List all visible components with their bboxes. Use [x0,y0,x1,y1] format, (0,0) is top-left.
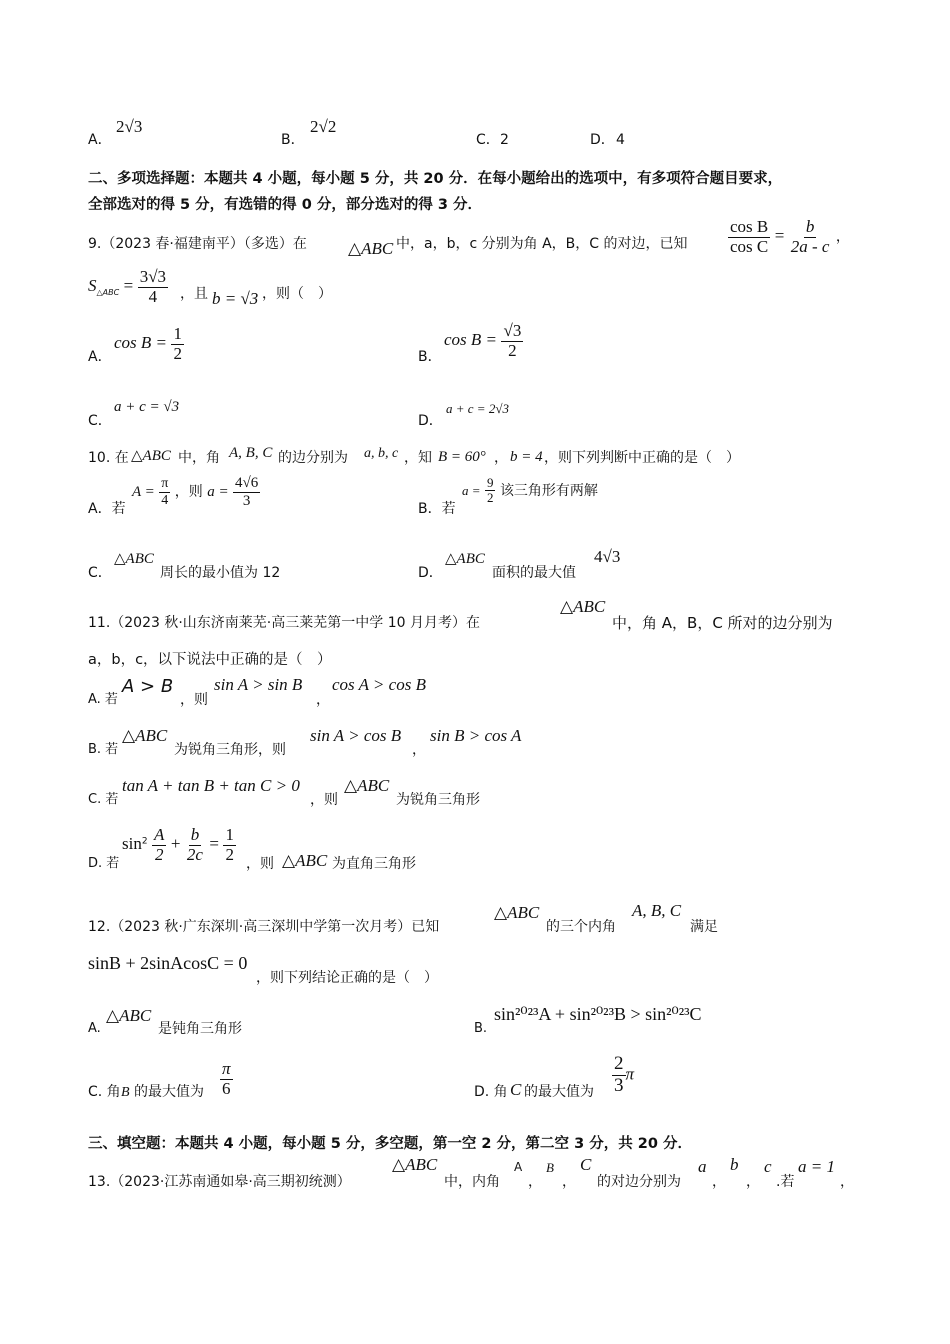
q13-triangle: △ABC [392,1155,438,1174]
q11-d-f3-den: 2 [225,844,234,864]
q11-option-d-label: D. 若 [88,856,120,871]
q13-sep2: ， [562,1174,576,1190]
q11-option-b-sep: ， [412,742,426,758]
q11-d-f1-den: 2 [154,844,164,864]
section2-heading-line2: 全部选对的得 5 分，有选错的得 0 分，部分选对的得 3 分． [88,197,483,213]
q11-option-b-math1: sin A > cos B [310,726,402,745]
q10-a-num: π [161,476,169,492]
q11-option-a-then: ，则 [180,692,208,708]
q11-prefix: 11.（2023 秋·山东济南莱芜·高三莱芜第一中学 10 月月考）在 [88,615,480,631]
q11-d-eq: = [209,834,220,854]
q12-option-d-var: C [510,1080,522,1099]
q8-option-c-value: 2 [500,132,509,148]
q9-frac2-num: b [805,217,815,236]
q11-option-b-triangle: △ABC [122,726,168,745]
q10-prefix: 10. 在 [88,450,129,466]
q12-option-d-label: D. 角 [474,1084,508,1100]
q10-option-a-label: A．若 [88,501,126,517]
q12-option-c-text: 的最大值为 [134,1084,204,1100]
q10-a-lhs2: a = [207,484,229,500]
q13-sep1: ， [528,1174,542,1190]
q10-b-num: 9 [486,475,494,490]
q9-eq: = [774,226,785,246]
q8-option-b-label: B． [281,132,305,148]
q9-s-den: 4 [148,286,158,306]
q10-option-d-text: 面积的最大值 [492,565,576,581]
q11-suffix: 中，角 A，B，C 所对的边分别为 [612,614,833,632]
q12-option-a-text: 是钝角三角形 [158,1021,242,1037]
q8-option-d-label: D． [590,132,615,148]
q10-option-c-label: C． [88,565,112,581]
q13-end: ， [840,1174,854,1190]
q9-option-c-label: C． [88,413,112,429]
q9-mid-text: 中，a，b，c 分别为角 A，B，C 的对边，已知 [396,236,688,252]
q10-suffix: ，则下列判断中正确的是（ ） [544,450,740,466]
q10-comma: ， [494,450,508,466]
q12-option-b-math: sin²⁰²³A + sin²⁰²³B > sin²⁰²³C [494,1004,702,1024]
q12-option-c-frac [220,1060,233,1098]
q10-a-den: 4 [161,492,169,508]
q10-b-lhs: a = [462,482,481,498]
q8-option-a-math: 2√3 [116,117,143,136]
q9-option-c-math: a + c = √3 [114,399,180,415]
section2-heading-line1: 二、多项选择题：本题共 4 小题，每小题 5 分，共 20 分．在每小题给出的选项中，有多项符合题目要求， [88,171,783,187]
q11-d-sup: 2 [141,836,148,847]
q13-mid2: 的对边分别为 [597,1174,681,1190]
q11-option-d-math [122,826,236,864]
q12-triangle: △ABC [494,903,540,922]
q12-line2-suffix: ，则下列结论正确的是（ ） [256,970,438,986]
q10-b-text: 该三角形有两解 [499,482,598,499]
q9-option-b-math [444,322,523,360]
q13-mid1: 中，内角 [444,1174,500,1190]
q11-option-c-text: 为锐角三角形 [396,792,480,808]
q9-option-b-label: B． [418,349,442,365]
q11-option-c-math: tan A + tan B + tan C > 0 [122,776,300,795]
q11-option-b-label: B. 若 [88,742,119,757]
q10-option-c-triangle: △ABC [114,551,154,567]
q13-angle-b: B [546,1160,554,1175]
q9-area-equation [88,268,168,306]
q13-angle-c: C [580,1155,592,1174]
q8-option-d-value: 4 [616,132,625,148]
q10-triangle: △ABC [131,448,171,464]
q12-d-num: 2 [614,1053,624,1074]
q13-side-c: c [764,1157,772,1176]
q9-b-den: 2 [508,340,517,360]
q12-prefix: 12.（2023 秋·广东深圳·高三深圳中学第一次月考）已知 [88,919,440,935]
q9-s-eq: = [123,276,134,296]
q10-mid2: 的边分别为 [278,450,348,466]
q8-option-a-label: A． [88,132,112,148]
q11-option-c-label: C. 若 [88,792,119,807]
q9-s-label: S [88,276,97,296]
q9-option-d-label: D． [418,413,443,429]
q13-prefix: 13.（2023·江苏南通如皋·高三期初统测） [88,1174,351,1190]
q13-angle-a: A [514,1160,523,1174]
q12-d-pi: π [625,1064,635,1084]
q11-option-a-cond: A > B [122,676,174,697]
q9-s-num: 3√3 [139,267,167,286]
q9-option-a-label: A． [88,349,112,365]
q9-option-a-math [114,325,184,363]
q12-option-d-frac [612,1054,634,1097]
q11-option-a-label: A. 若 [88,692,118,707]
q9-option-d-math: a + c = 2√3 [446,401,509,416]
q9-given-equation [728,218,850,256]
q11-option-a-math1: sin A > sin B [214,675,303,694]
q8-option-c-label: C． [476,132,500,148]
q10-sides: a, b, c [364,446,399,461]
q11-line2: a，b，c，以下说法中正确的是（ ） [88,652,332,668]
q11-d-f2-den: 2c [186,844,203,864]
q11-d-sin: sin [122,834,142,854]
q11-d-f3-num: 1 [225,825,234,844]
q12-option-b-label: B. [474,1021,488,1036]
q12-d-den: 3 [614,1074,624,1096]
q11-triangle: △ABC [560,597,606,616]
q12-angles: A, B, C [632,901,682,920]
section3-heading: 三、填空题：本题共 4 小题，每小题 5 分，多空题，第一空 2 分，第二空 3 分，共 20 分． [88,1136,693,1152]
q11-option-c-then: ，则 [310,792,338,808]
q10-option-d-label: D． [418,565,443,581]
q13-dot: .若 [776,1174,795,1190]
q11-d-f2-num: b [190,825,200,844]
q9-prefix: 9.（2023 春·福建南平）（多选）在 [88,236,307,252]
q12-option-c-label: C. 角 [88,1084,121,1100]
q13-cond: a = 1 [798,1157,835,1176]
q11-option-b-math2: sin B > cos A [430,726,522,745]
q9-a-den: 2 [173,343,182,363]
q13-sep3: ， [712,1174,726,1190]
q12-mid: 的三个内角 [546,919,616,935]
q10-a-num2: 4√6 [235,475,259,491]
q10-option-a-math [132,475,260,509]
q10-a-lhs: A = [132,484,155,500]
q9-and-text: ，且 [180,286,208,302]
q10-option-b-label: B．若 [418,501,456,517]
q12-suffix: 满足 [690,919,718,935]
q9-b-lhs: cos B = [444,330,498,350]
q10-option-c-text: 周长的最小值为 12 [160,565,281,581]
q9-comma: ， [835,229,850,246]
q10-option-d-triangle: △ABC [445,551,485,567]
q12-c-den: 6 [222,1078,231,1098]
q11-option-c-triangle: △ABC [344,776,390,795]
q10-mid3: ，知 [404,450,432,466]
q13-sep4: ， [746,1174,760,1190]
q9-s-sub: △ABC [96,287,120,297]
q10-cond-b-angle: B = 60° [438,449,486,465]
q9-triangle: △ABC [348,239,394,258]
q10-a-then: ，则 [174,484,203,500]
q12-option-a-label: A. [88,1021,101,1036]
q9-frac1-num: cos B [730,217,769,236]
q12-option-a-triangle: △ABC [106,1006,152,1025]
q12-c-num: π [222,1059,231,1078]
q10-option-d-math: 4√3 [594,547,621,566]
q11-option-d-then: ，则 [246,856,274,872]
q9-frac2-den: 2a - c [790,236,830,256]
q10-option-b-math [462,476,598,506]
q11-option-a-sep: ， [316,692,330,708]
q13-side-b: b [730,1155,739,1174]
q13-side-a: a [698,1157,707,1176]
q9-a-num: 1 [173,324,182,343]
q11-option-a-math2: cos A > cos B [332,675,426,694]
q12-option-d-text: 的最大值为 [524,1084,594,1100]
q12-option-c-var: B [121,1085,130,1100]
q8-option-b-math: 2√2 [310,117,337,136]
q9-b-equation: b = √3 [212,289,259,308]
q10-mid1: 中，角 [178,450,220,466]
q9-frac1-den: cos C [730,236,769,256]
q12-condition: sinB + 2sinAcosC = 0 [88,953,248,973]
q10-angles: A, B, C [229,445,273,461]
q11-d-plus: + [170,834,181,854]
q9-then-text: ，则（ ） [262,286,332,302]
q11-option-d-triangle: △ABC [282,851,328,870]
q11-option-d-text: 为直角三角形 [332,856,416,872]
q10-b-den: 2 [486,490,494,506]
q9-b-num: √3 [503,321,522,340]
q11-d-f1-num: A [154,825,165,844]
q11-option-b-text: 为锐角三角形，则 [174,742,286,758]
q9-a-lhs: cos B = [114,333,168,353]
q10-a-den2: 3 [242,492,251,509]
q10-cond-b-side: b = 4 [510,449,543,465]
